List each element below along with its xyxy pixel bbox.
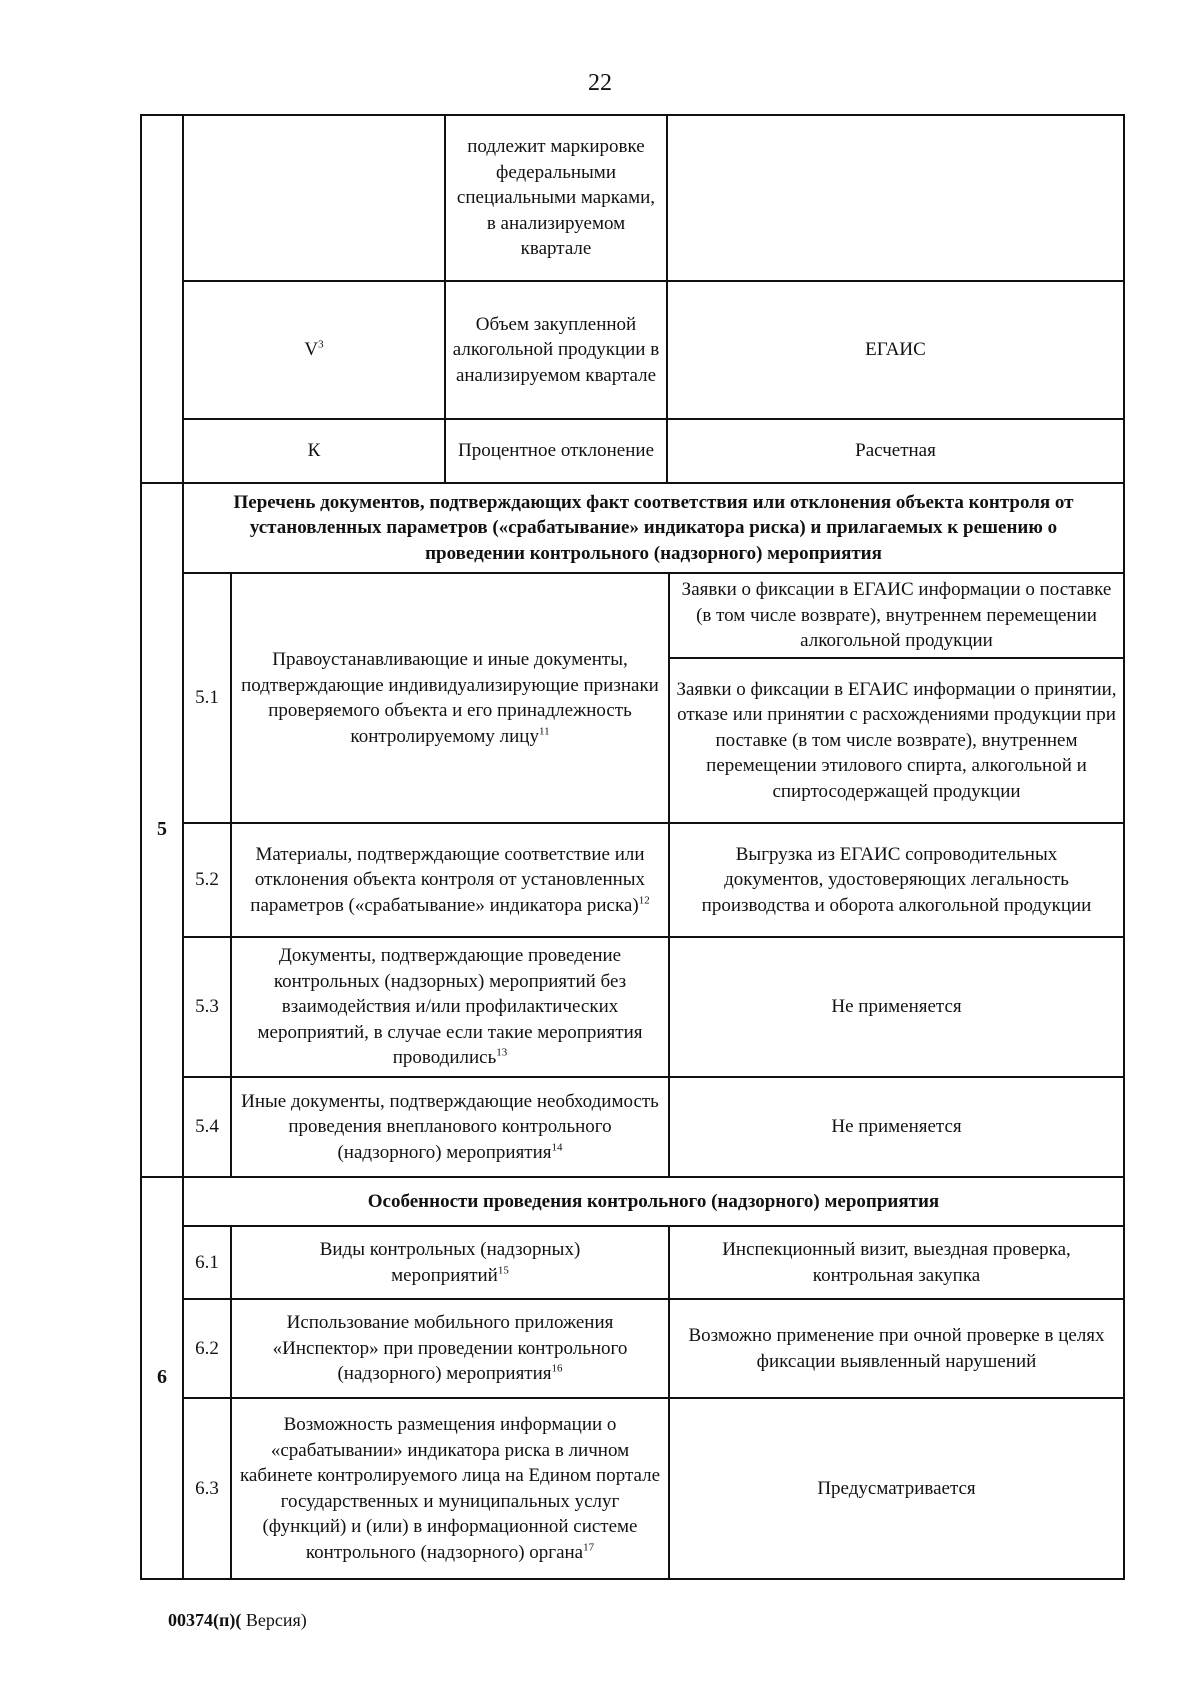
row-5-3-value: Не применяется [831, 996, 962, 1018]
row-5-2-number: 5.2 [195, 869, 219, 891]
section-6-heading: Особенности проведения контрольного (надзорного) мероприятия [367, 1190, 940, 1212]
cont-row2-symbol [184, 282, 444, 418]
cont-row2-source: ЕГАИС [865, 339, 926, 361]
cont-row1-desc: подлежит маркировке федеральными специальными марками, в анализируемом квартале [456, 136, 656, 260]
row-5-2-desc [232, 824, 668, 936]
row-6-3-number: 6.3 [195, 1477, 219, 1499]
cont-row2-symbol-text: V [304, 339, 319, 361]
row-6-1-value: Инспекционный визит, выездная проверка, контрольная закупка [722, 1239, 1071, 1286]
cont-row3-desc: Процентное отклонение [457, 440, 654, 462]
row-5-1-desc-text: Правоустанавливающие и иные документы, подтверждающие индивидуализирующие признаки проверяемого объекта и его принадлежность контролируемому лицу [241, 649, 659, 747]
row-6-2-number: 6.2 [195, 1337, 219, 1359]
footer-version: Версия) [241, 1610, 307, 1630]
row-6-2-value: Возможно применение при очной проверке в целях фиксации выявленный нарушений [688, 1325, 1105, 1372]
row-5-1-value-a: Заявки о фиксации в ЕГАИС информации о поставке (в том числе возврате), внутреннем перемещении алкогольной продукции [681, 579, 1112, 652]
row-5-4-value: Не применяется [831, 1116, 962, 1138]
cont-row3-symbol: К [307, 440, 321, 462]
row-6-1-desc [232, 1227, 668, 1298]
section-5-number: 5 [157, 818, 167, 841]
row-5-2-value: Выгрузка из ЕГАИС сопроводительных документов, удостоверяющих легальность производства и оборота алкогольной продукции [701, 843, 1092, 916]
cont-row2-desc: Объем закупленной алкогольной продукции в анализируемом квартале [452, 313, 660, 386]
footer-code: 00374(п)( [168, 1610, 242, 1630]
row-5-4-footnote: 14 [551, 1141, 563, 1154]
section-6-number: 6 [157, 1366, 167, 1389]
row-6-2-footnote: 16 [551, 1362, 563, 1375]
row-6-1-number: 6.1 [195, 1251, 219, 1273]
row-5-1-number: 5.1 [195, 687, 219, 709]
row-6-2-desc [232, 1300, 668, 1397]
document-footer [168, 1610, 307, 1631]
row-6-1-desc-text: Виды контрольных (надзорных) мероприятий [319, 1239, 581, 1286]
section-5-heading: Перечень документов, подтверждающих факт соответствия или отклонения объекта контроля от установленных параметров («срабатывание» индикатора риска) и прилагаемых к решению о проведении контрольного (надзорного) мероприятия [233, 491, 1074, 564]
row-6-3-desc-text: Возможность размещения информации о «срабатывании» индикатора риска в личном кабинете контролируемого лица на Едином портале государственных и муниципальных услуг (функций) и (или) в информационной системе контрольного (надзорного) органа [239, 1414, 661, 1563]
row-5-3-footnote: 13 [496, 1046, 508, 1059]
row-5-4-desc-text: Иные документы, подтверждающие необходимость проведения внепланового контрольного (надзорного) мероприятия [241, 1090, 659, 1163]
row-5-4-number: 5.4 [195, 1116, 219, 1138]
page-number: 22 [588, 70, 612, 96]
row-5-4-desc [232, 1078, 668, 1176]
row-6-2-desc-text: Использование мобильного приложения «Инспектор» при проведении контрольного (надзорного) мероприятия [272, 1312, 628, 1385]
row-5-1-value-b: Заявки о фиксации в ЕГАИС информации о принятии, отказе или принятии с расхождениями продукции при поставке (в том числе возврате), внутреннем перемещении этилового спирта, алкогольной и спиртосодержащей продукции [676, 678, 1117, 802]
row-6-1-footnote: 15 [497, 1264, 509, 1277]
cont-row3-source: Расчетная [855, 440, 936, 462]
cont-row2-symbol-sup: 3 [318, 338, 324, 351]
row-5-2-footnote: 12 [638, 894, 650, 907]
row-5-1-desc [232, 574, 668, 822]
row-5-3-number: 5.3 [195, 996, 219, 1018]
row-6-3-footnote: 17 [583, 1541, 595, 1554]
row-5-3-desc-text: Документы, подтверждающие проведение контрольных (надзорных) мероприятий без взаимодействия и/или профилактических мероприятий, в случае если такие мероприятия проводились [257, 945, 643, 1069]
row-5-3-desc [232, 938, 668, 1076]
row-5-1-footnote: 11 [538, 725, 550, 738]
row-6-3-desc [232, 1399, 668, 1578]
row-6-3-value: Предусматривается [817, 1477, 976, 1499]
row-5-2-desc-text: Материалы, подтверждающие соответствие или отклонения объекта контроля от установленных параметров («срабатывание» индикатора риска) [250, 843, 646, 916]
